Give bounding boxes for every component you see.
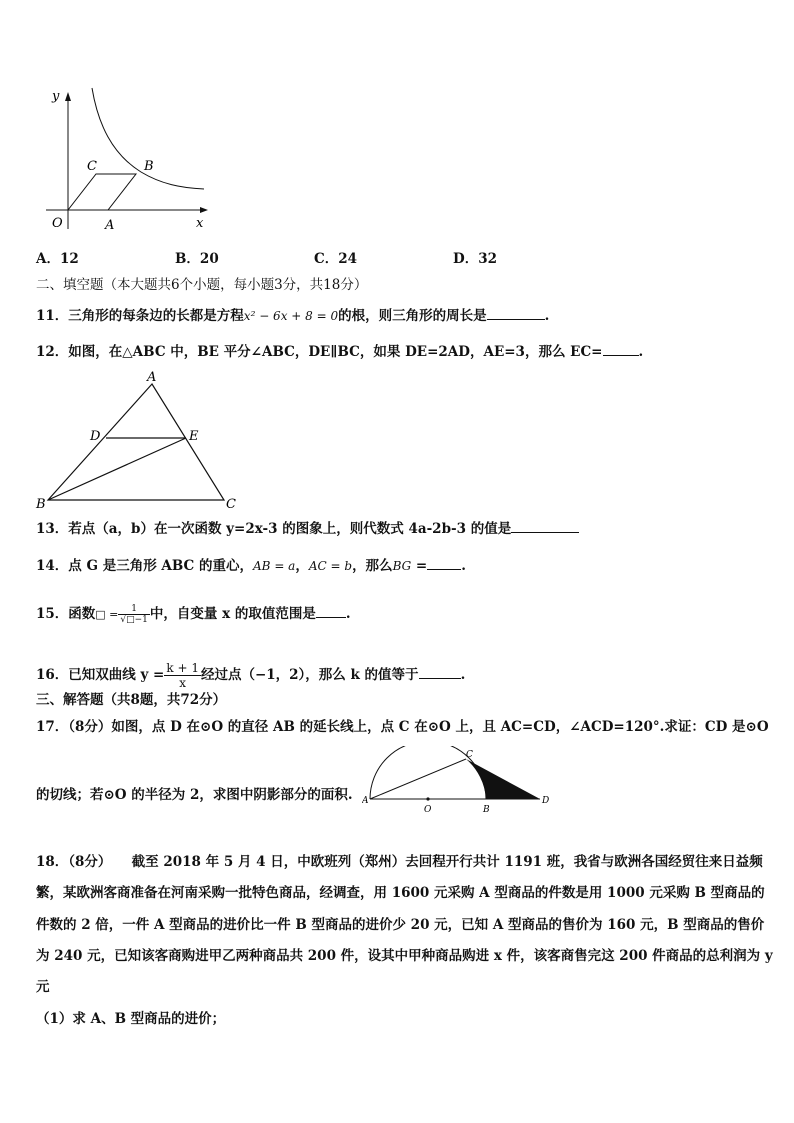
label-d: D [90, 429, 101, 444]
center-point [426, 797, 429, 800]
label-c: C [466, 750, 473, 760]
label-o: O [52, 216, 63, 231]
section-heading-fill-in: 二、填空题（本大题共6个小题，每小题3分，共18分） [36, 277, 368, 293]
question-18-line-2: 繁，某欧洲客商准备在河南采购一批特色商品，经调查，用 1600 元采购 A 型商品的件数是用 1000 元采购 B 型商品的 [36, 885, 765, 901]
parallelogram-oabc [68, 174, 136, 210]
q17-circle-figure [362, 746, 558, 816]
q12-triangle-figure [34, 368, 244, 516]
question-18-line-4: 为 240 元，已知该客商购进甲乙两种商品共 200 件，设其中甲种商品购进 x 件，该客商售完这 200 件商品的总利润为 y [36, 948, 773, 964]
question-12: 12．如图，在△ABC 中，BE 平分∠ABC，DE∥BC，如果 DE=2AD，AE=3，那么 EC= . [36, 344, 644, 360]
question-14: 14．点 G 是三角形 ABC 的重心，AB = a，AC = b，那么BG = . [36, 558, 466, 574]
label-x: x [196, 216, 204, 231]
label-e: E [189, 429, 199, 444]
option-b: B．20 [175, 251, 219, 267]
option-d: D．32 [453, 251, 498, 267]
section-heading-answers: 三、解答题（共8题，共72分） [36, 692, 227, 708]
label-a: A [362, 796, 369, 806]
segment-be [48, 438, 186, 500]
option-a: A．12 [36, 251, 79, 267]
question-17-line-2: 的切线；若⊙O 的半径为 2，求图中阴影部分的面积. [36, 787, 353, 803]
y-axis-arrow-icon [65, 92, 71, 101]
question-18-line-5: 元 [36, 979, 50, 995]
question-16: 16．已知双曲线 y = $\frac{k + 1}{x}$ 经过点（−1，2），那么 k 的值等于 . [36, 661, 466, 690]
label-d: D [542, 796, 550, 806]
option-c: C．24 [314, 251, 358, 267]
label-c: C [226, 497, 236, 512]
question-17-line-1: 17．（8分）如图，点 D 在⊙O 的直径 AB 的延长线上，点 C 在⊙O 上，且 AC=CD，∠ACD=120°.求证：CD 是⊙O [36, 719, 769, 735]
question-13: 13．若点（a，b）在一次函数 y=2x-3 的图象上，则代数式 4a-2b-3 的值是 [36, 520, 579, 538]
question-18-line-1: 18．（8分） 截至 2018 年 5 月 4 日，中欧班列（郑州）去回程开行共计 1191 班，我省与欧洲各国经贸往来日益频 [36, 854, 763, 870]
label-c: C [87, 159, 97, 174]
label-b: B [483, 805, 490, 815]
question-15: 15．函数□ = $\frac{1}{√□-1}$ 中，自变量 x 的取值范围是 . [36, 604, 351, 625]
label-a: A [147, 370, 157, 385]
shaded-region [466, 759, 540, 799]
label-o: O [424, 805, 432, 815]
x-axis-arrow-icon [200, 207, 208, 213]
label-y: y [52, 89, 60, 104]
question-18-sub-1: （1）求 A、B 型商品的进价； [36, 1011, 226, 1027]
question-18-line-3: 件数的 2 倍，一件 A 型商品的进价比一件 B 型商品的进价少 20 元，已知 A 型商品的售价为 160 元，B 型商品的售价 [36, 917, 765, 933]
label-b: B [144, 159, 154, 174]
label-b: B [36, 497, 46, 512]
segment-ac [370, 759, 466, 799]
question-11: 11．三角形的每条边的长都是方程x² − 6x + 8 = 0的根，则三角形的周长是 . [36, 308, 550, 324]
label-a: A [105, 218, 115, 233]
q10-graph [36, 84, 226, 234]
